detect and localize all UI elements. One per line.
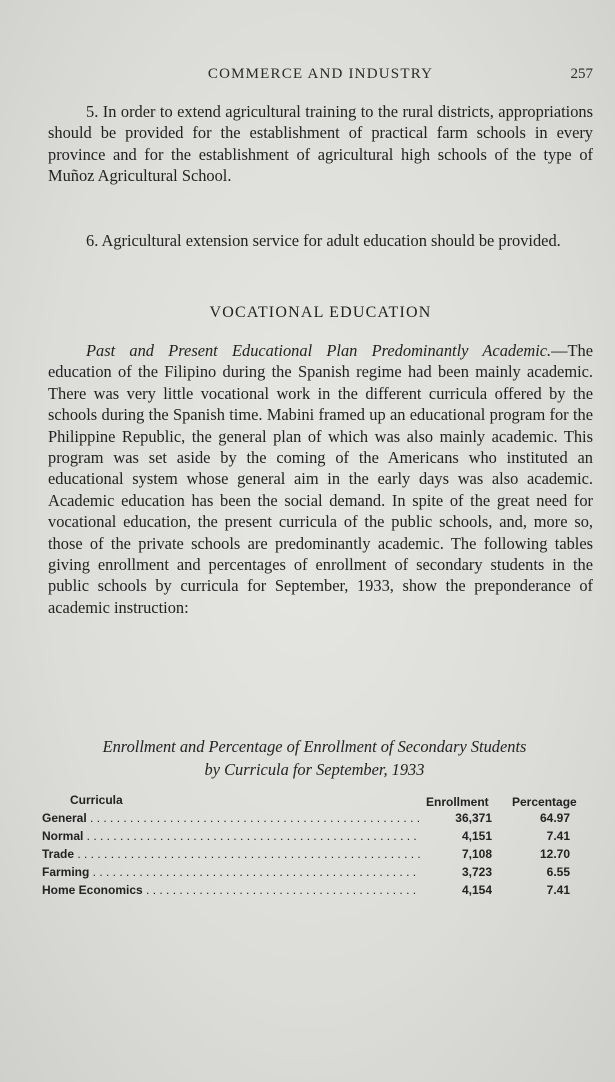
cell-percentage: 7.41 xyxy=(546,883,570,897)
running-head xyxy=(48,66,593,88)
cell-enrollment: 7,108 xyxy=(461,847,492,861)
paragraph-item-6: 6. Agricultural extension service for adult education should be provided. xyxy=(86,231,561,250)
paragraph-lead-in: Past and Present Educational Plan Predominantly Academic. xyxy=(86,341,552,360)
vocational-paragraph xyxy=(48,340,593,618)
section-heading: VOCATIONAL EDUCATION xyxy=(209,304,432,321)
table-row xyxy=(42,865,590,883)
column-header-curricula: Curricula xyxy=(70,793,123,807)
cell-curricula: Normal . . . xyxy=(42,829,420,843)
page-number: 257 xyxy=(570,66,593,82)
table-caption xyxy=(36,735,593,781)
table-row xyxy=(42,811,590,829)
cell-curricula: General . . . xyxy=(42,811,420,825)
table-row xyxy=(42,829,590,847)
column-header-percentage: Percentage xyxy=(512,795,577,809)
cell-percentage: 6.55 xyxy=(546,865,570,879)
table-header xyxy=(42,793,590,811)
cell-curricula: Home Economics . . . xyxy=(42,883,420,897)
cell-percentage: 7.41 xyxy=(546,829,570,843)
paragraph-item-5: 5. In order to extend agricultural training to the rural districts, appropriations should be provided for the establishment of practical farm schools in every province and for the establishment of agricultural high schools of the type of Muñoz Agricultural School. xyxy=(48,102,593,186)
cell-percentage: 64.97 xyxy=(539,811,570,825)
cell-curricula: Trade . . . xyxy=(42,847,420,861)
cell-enrollment: 3,723 xyxy=(461,865,492,879)
cell-enrollment: 36,371 xyxy=(455,811,492,825)
cell-enrollment: 4,151 xyxy=(461,829,492,843)
cell-curricula: Farming . . . xyxy=(42,865,420,879)
column-header-enrollment: Enrollment xyxy=(426,795,489,809)
cell-enrollment: 4,154 xyxy=(461,883,492,897)
cell-percentage: 12.70 xyxy=(539,847,570,861)
table-caption-line-1: Enrollment and Percentage of Enrollment of Secondary Students xyxy=(102,737,527,756)
paragraph-body: —The education of the Filipino during the Spanish regime had been mainly academic. There was very little vocational work in the different curricula offered by the schools during the Spanish time. Mabini framed up an educational program for the Philippine Republic, the general plan of which was also mainly academic. This program was set aside by the coming of the Americans who instituted an educational system whose general aim in the early days was also academic. Academic education has been the social demand. In spite of the great need for vocational education, the present curricula of the public schools, and, more so, those of the private schools are predominantly academic. The following tables giving enrollment and percentages of enrollment of secondary students in the public schools by curricula for September, 1933, show the preponderance of academic instruction: xyxy=(48,341,593,617)
table-row xyxy=(42,883,590,901)
table-caption-line-2: by Curricula for September, 1933 xyxy=(204,760,425,779)
running-title: COMMERCE AND INDUSTRY xyxy=(207,66,434,82)
table-row xyxy=(42,847,590,865)
enrollment-table xyxy=(42,793,590,901)
